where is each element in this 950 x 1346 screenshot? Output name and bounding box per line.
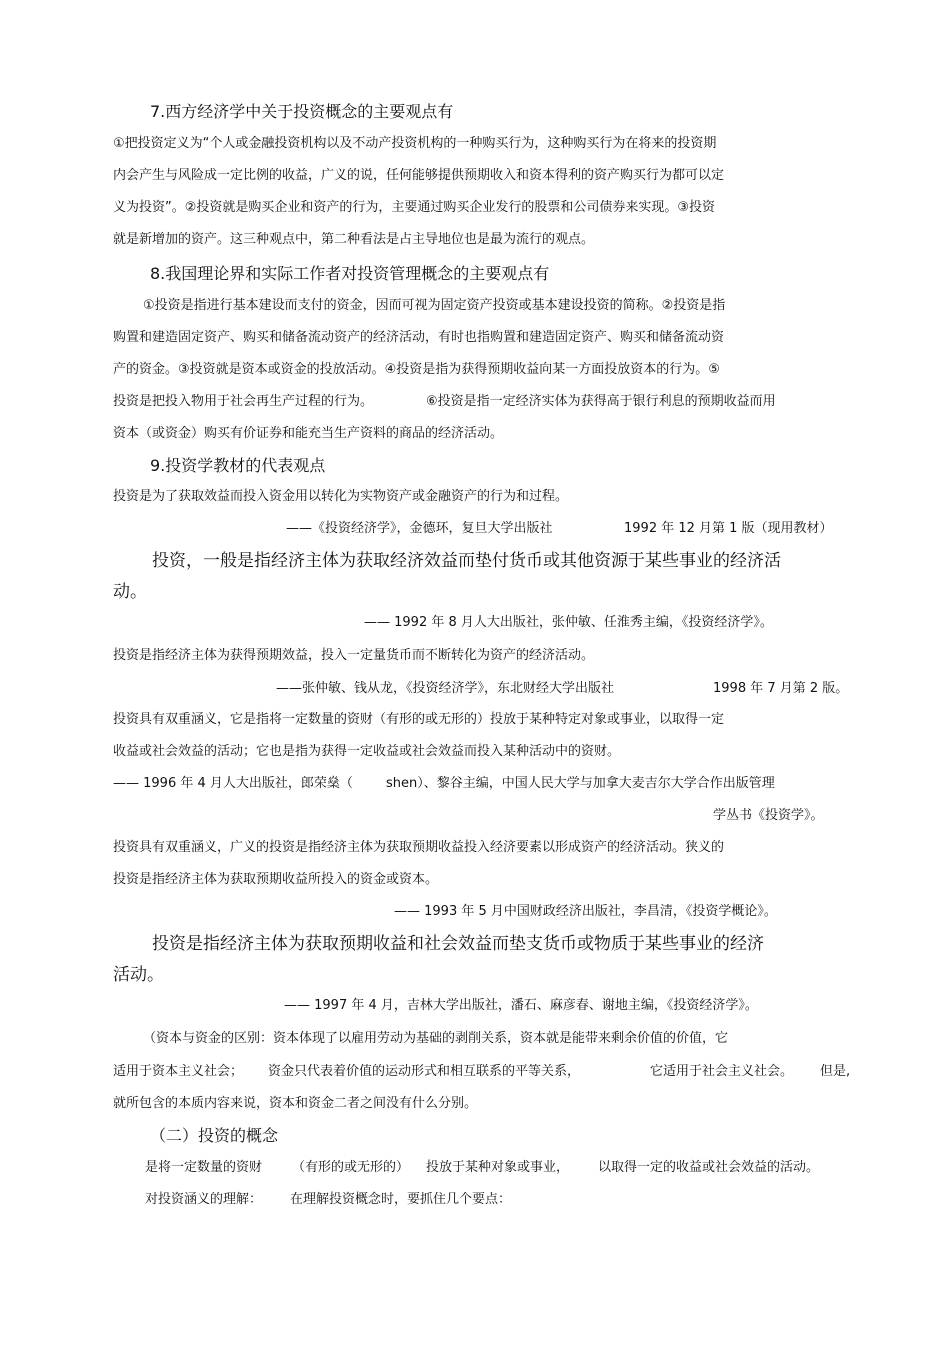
- definition-text-large: 投资，一般是指经济主体为获取经济效益而垫付货币或其他资源于某些事业的经济活: [152, 551, 781, 571]
- definition-text-large: 动。: [113, 582, 147, 602]
- note-text: （资本与资金的区别：资本体现了以雇用劳动为基础的剥削关系，资本就是能带来剩余价值的价值，它: [143, 1031, 729, 1046]
- citation: shen）、黎谷主编，中国人民大学与加拿大麦吉尔大学合作出版管理: [386, 776, 775, 791]
- paragraph-line: 内会产生与风险成一定比例的收益，广义的说，任何能够提供预期收入和资本得利的资产购买行为都可以定: [113, 168, 725, 183]
- paragraph-line: 投资是把投入物用于社会再生产过程的行为。: [113, 394, 374, 409]
- citation: —— 1992 年 8 月人大出版社，张仲敏、任淮秀主编，《投资经济学》。: [364, 615, 773, 630]
- citation: ——张仲敏、钱从龙，《投资经济学》，东北财经大学出版社: [276, 681, 615, 696]
- concept-text: 对投资涵义的理解：: [145, 1192, 263, 1207]
- paragraph-line: 购置和建造固定资产、购买和储备流动资产的经济活动，有时也指购置和建造固定资产、购买和储备流动资: [113, 330, 725, 345]
- note-text: 资金只代表着价值的运动形式和相互联系的平等关系，: [268, 1064, 581, 1079]
- citation: 1992 年 12 月第 1 版（现用教材）: [624, 521, 833, 536]
- definition-text: 投资是指经济主体为获取预期收益所投入的资金或资本。: [113, 872, 439, 887]
- definition-text: 投资是为了获取效益而投入资金用以转化为实物资产或金融资产的行为和过程。: [113, 489, 569, 504]
- paragraph-line: ①把投资定义为“个人或金融投资机构以及不动产投资机构的一种购买行为，这种购买行为在将来的投资期: [113, 136, 717, 151]
- note-text: 它适用于社会主义社会。: [650, 1064, 794, 1079]
- paragraph-line: 就是新增加的资产。这三种观点中，第二种看法是占主导地位也是最为流行的观点。: [113, 232, 595, 247]
- definition-text-large: 活动。: [113, 965, 164, 985]
- note-text: 就所包含的本质内容来说，资本和资金二者之间没有什么分别。: [113, 1096, 478, 1111]
- note-text: 适用于资本主义社会；: [113, 1064, 244, 1079]
- definition-text: 投资具有双重涵义，广义的投资是指经济主体为获取预期收益投入经济要素以形成资产的经济活动。狭义的: [113, 840, 725, 855]
- definition-text: 投资是指经济主体为获得预期效益，投入一定量货币而不断转化为资产的经济活动。: [113, 648, 595, 663]
- citation: 学丛书《投资学》。: [713, 808, 824, 823]
- citation: 1998 年 7 月第 2 版。: [713, 681, 849, 696]
- concept-text: 是将一定数量的资财: [145, 1160, 263, 1175]
- concept-text: 以取得一定的收益或社会效益的活动。: [598, 1160, 820, 1175]
- paragraph-line: ⑥投资是指一定经济实体为获得高于银行利息的预期收益而用: [426, 394, 776, 409]
- section-8-title: 8.我国理论界和实际工作者对投资管理概念的主要观点有: [150, 264, 550, 283]
- paragraph-line: ①投资是指进行基本建设而支付的资金，因而可视为固定资产投资或基本建设投资的简称。②投资是指: [143, 298, 726, 313]
- paragraph-line: 义为投资”。②投资就是购买企业和资产的行为，主要通过购买企业发行的股票和公司债券来实现。③投资: [113, 200, 716, 215]
- paragraph-line: 资本（或资金）购买有价证券和能充当生产资料的商品的经济活动。: [113, 426, 504, 441]
- section-7-title: 7.西方经济学中关于投资概念的主要观点有: [150, 102, 454, 121]
- concept-text: 在理解投资概念时，要抓住几个要点：: [290, 1192, 512, 1207]
- citation: —— 1997 年 4 月，吉林大学出版社，潘石、麻彦春、谢地主编，《投资经济学》。: [284, 998, 758, 1013]
- note-text: 但是,: [820, 1064, 851, 1079]
- citation: —— 1993 年 5 月中国财政经济出版社，李昌清，《投资学概论》。: [394, 904, 777, 919]
- citation: —— 1996 年 4 月人大出版社，郎荣燊（: [113, 776, 353, 791]
- concept-text: 投放于某种对象或事业，: [426, 1160, 570, 1175]
- definition-text: 投资具有双重涵义，它是指将一定数量的资财（有形的或无形的）投放于某种特定对象或事业，以取得一定: [113, 712, 725, 727]
- concept-text: （有形的或无形的）: [292, 1160, 410, 1175]
- citation: ——《投资经济学》，金德环，复旦大学出版社: [286, 521, 553, 536]
- definition-text-large: 投资是指经济主体为获取预期收益和社会效益而垫支货币或物质于某些事业的经济: [152, 934, 764, 954]
- section-9-title: 9.投资学教材的代表观点: [150, 456, 326, 475]
- definition-text: 收益或社会效益的活动；它也是指为获得一定收益或社会效益而投入某种活动中的资财。: [113, 744, 621, 759]
- subsection-title: （二）投资的概念: [150, 1126, 279, 1145]
- paragraph-line: 产的资金。③投资就是资本或资金的投放活动。④投资是指为获得预期收益向某一方面投放资本的行为。⑤: [113, 362, 720, 377]
